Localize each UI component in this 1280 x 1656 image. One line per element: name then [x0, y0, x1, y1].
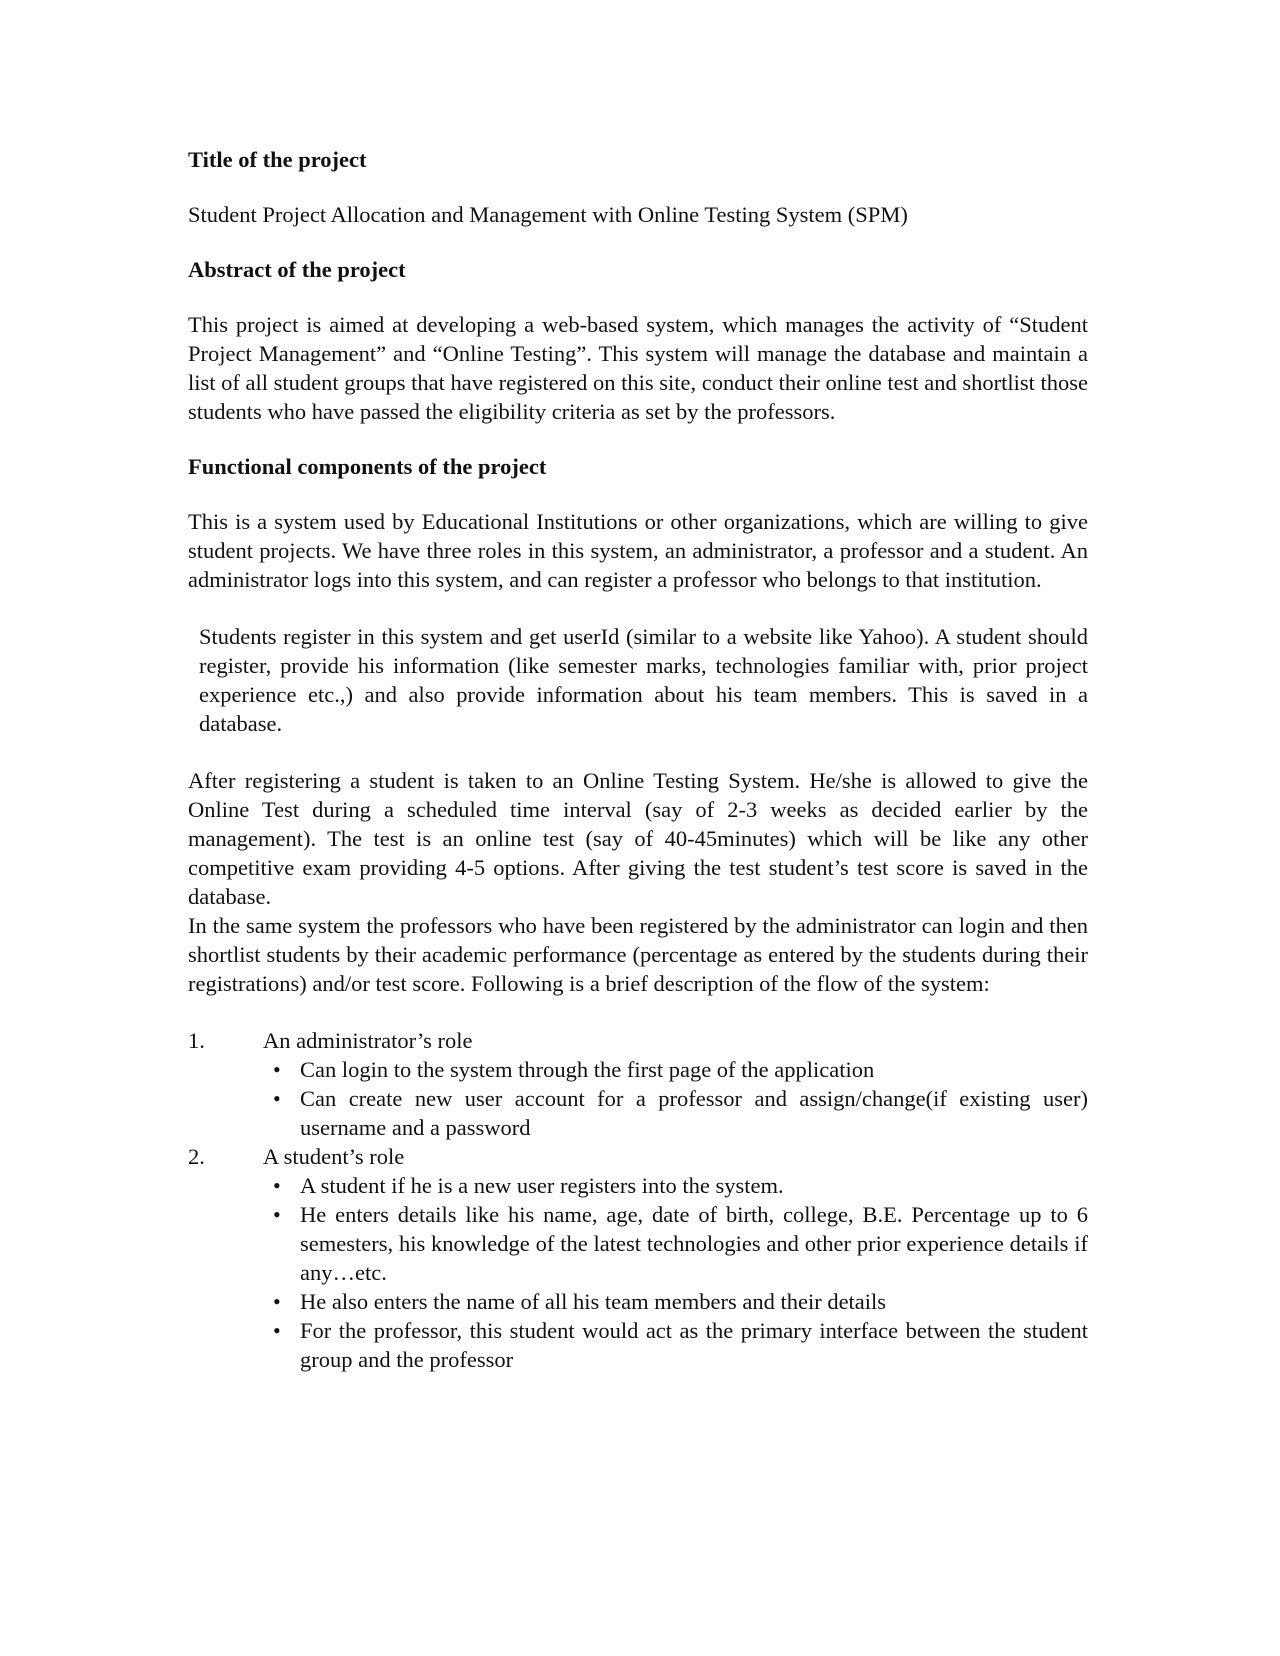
functional-heading: Functional components of the project [188, 454, 547, 479]
title-heading: Title of the project [188, 147, 367, 172]
body-paragraph-professors: In the same system the professors who have been registered by the administrator can login and then shortlist students by their academic performance (percentage as entered by the students during their registrations) and/or test score. Following is a brief description of the flow of the system: [188, 913, 1088, 996]
list-item [263, 1287, 1088, 1316]
bullet-text: Can create new user account for a professor and assign/change(if existing user) username and a password [300, 1086, 1088, 1140]
student-bullets [188, 1171, 1088, 1374]
bullet-icon: • [273, 1086, 281, 1111]
list-item-administrator-role [188, 1026, 1088, 1055]
bullet-text: For the professor, this student would act as the primary interface between the student group and the professor [300, 1318, 1088, 1372]
list-number: 2. [188, 1144, 205, 1169]
bullet-icon: • [273, 1173, 281, 1198]
list-item [263, 1084, 1088, 1142]
bullet-text: He also enters the name of all his team members and their details [300, 1289, 887, 1314]
bullet-icon: • [273, 1289, 281, 1314]
list-item-student-role [188, 1142, 1088, 1171]
list-item [263, 1055, 1088, 1084]
bullet-icon: • [273, 1202, 281, 1227]
body-paragraph-online-testing: After registering a student is taken to an Online Testing System. He/she is allowed to give the Online Test during a scheduled time interval (say of 2-3 weeks as decided earlier by the management). The test is an online test (say of 40-45minutes) which will be like any other competitive exam providing 4-5 options. After giving the test student’s test score is saved in the database. [188, 768, 1088, 909]
bullet-text: He enters details like his name, age, date of birth, college, B.E. Percentage up to 6 semesters, his knowledge of the latest technologies and other prior experience details if any…etc. [300, 1202, 1088, 1285]
bullet-text: A student if he is a new user registers into the system. [300, 1173, 784, 1198]
roles-list [188, 1026, 1088, 1374]
administrator-bullets [188, 1055, 1088, 1142]
body-paragraph-roles: This is a system used by Educational Institutions or other organizations, which are willing to give student projects. We have three roles in this system, an administrator, a professor and a student. An administrator logs into this system, and can register a professor who belongs to that institution. [188, 509, 1088, 592]
document-page [188, 145, 1088, 1374]
list-item [263, 1316, 1088, 1374]
list-label: An administrator’s role [263, 1028, 473, 1053]
list-item [263, 1200, 1088, 1287]
list-item [263, 1171, 1088, 1200]
list-number: 1. [188, 1028, 205, 1053]
body-paragraph-students-register: Students register in this system and get userId (similar to a website like Yahoo). A student should register, provide his information (like semester marks, technologies familiar with, prior project experience etc.,) and also provide information about his team members. This is saved in a database. [199, 624, 1088, 736]
bullet-text: Can login to the system through the first page of the application [300, 1057, 875, 1082]
abstract-heading: Abstract of the project [188, 257, 406, 282]
bullet-icon: • [273, 1057, 281, 1082]
project-title-text: Student Project Allocation and Management with Online Testing System (SPM) [188, 202, 908, 227]
abstract-paragraph: This project is aimed at developing a web-based system, which manages the activity of “Student Project Management” and “Online Testing”. This system will manage the database and maintain a list of all student groups that have registered on this site, conduct their online test and shortlist those students who have passed the eligibility criteria as set by the professors. [188, 312, 1088, 424]
list-label: A student’s role [263, 1144, 405, 1169]
bullet-icon: • [273, 1318, 281, 1343]
